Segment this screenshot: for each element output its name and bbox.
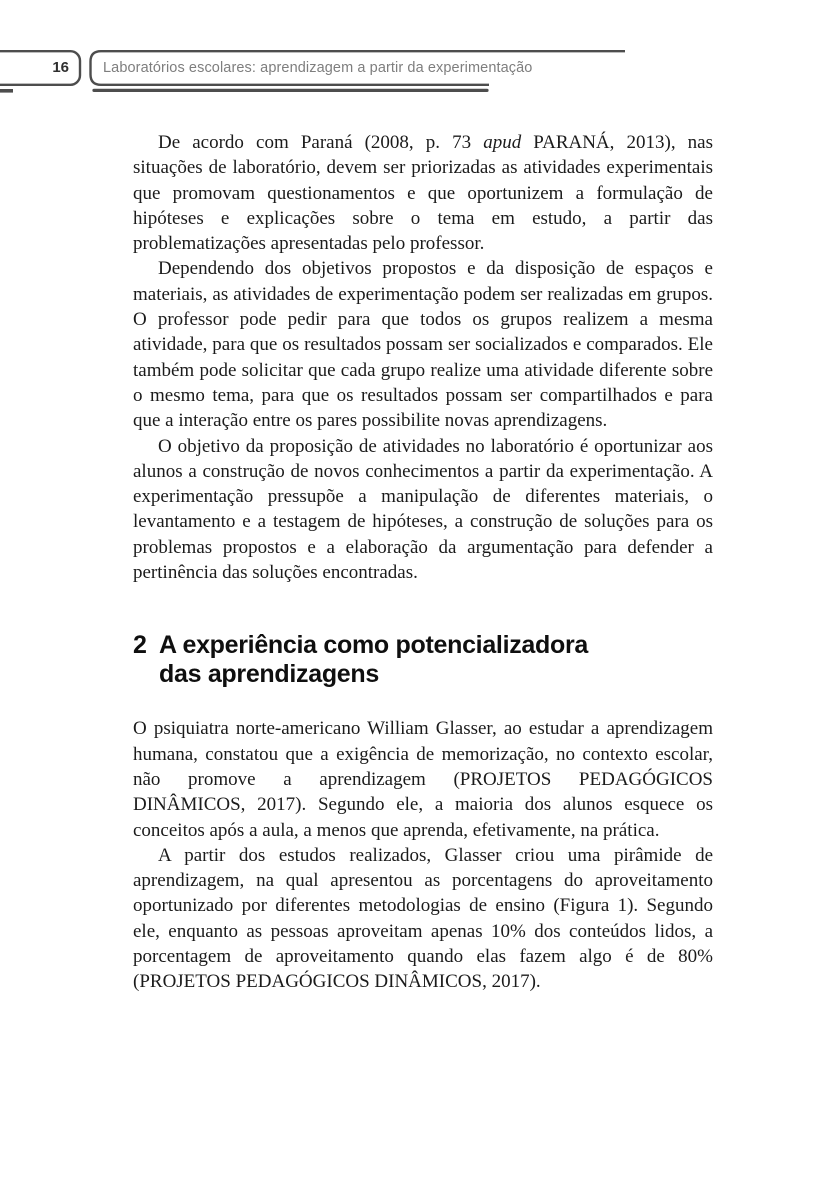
paragraph-group-activities: Dependendo dos objetivos propostos e da disposição de espaços e materiais, as atividades de experimentação podem ser realizadas em grupos. O professor pode pedir para que todos os grupos realizem a mesma atividade, para que os resultados possam ser socializados e comparados. Ele também pode solicitar que cada grupo realize uma atividade diferente sobre o mesmo tema, para que os resultados possam ser compartilhados e para que a interação entre os pares possibilite novas aprendizagens. xyxy=(133,258,713,432)
section-number: 2 xyxy=(133,631,147,660)
section-title-line-1: A experiência como potencializadora xyxy=(159,631,588,660)
paragraph-lab-objective: O objetivo da proposição de atividades no laboratório é oportunizar aos alunos a construção de novos conhecimentos a partir da experimentação. A experimentação pressupõe a manipulação de diferentes materiais, o levantamento e a testagem de hipóteses, a construção de soluções para os problemas propostos e a elaboração da argumentação para defender a pertinência das soluções encontradas. xyxy=(133,435,713,584)
header-ornament xyxy=(0,0,827,100)
page-number: 16 xyxy=(52,59,69,76)
apud-italic-term: apud xyxy=(483,132,522,153)
page-content xyxy=(133,130,713,995)
paragraph-glasser-intro: O psiquiatra norte-americano William Glasser, ao estudar a aprendizagem humana, constatou que a exigência de memorização, no contexto escolar, não promove a aprendizagem (PROJETOS PEDAGÓGICOS DINÂMICOS, 2017). Segundo ele, a maioria dos alunos esquece os conceitos após a aula, a menos que aprenda, efetivamente, na prática. xyxy=(133,718,713,841)
running-title: Laboratórios escolares: aprendizagem a partir da experimentação xyxy=(103,60,533,76)
paragraph-citation-text-start: De acordo com Paraná (2008, p. 73 xyxy=(158,132,484,153)
section-title xyxy=(159,631,713,689)
paragraph-citation-text-end: PARANÁ, 2013), nas situações de laboratório, devem ser priorizadas as atividades experimentais que promovam questionamentos e que oportunizem a formulação de hipóteses e explicações sobre o tema em estudo, a partir das problematizações apresentadas pelo professor. xyxy=(133,132,713,255)
paragraph-citation-parana xyxy=(133,130,713,256)
paragraph-learning-pyramid: A partir dos estudos realizados, Glasser criou uma pirâmide de aprendizagem, na qual apresentou as porcentagens do aproveitamento oportunizado por diferentes metodologias de ensino (Figura 1). Segundo ele, enquanto as pessoas aproveitam apenas 10% dos conteúdos lidos, a porcentagem de aproveitamento quando elas fazem algo é de 80% (PROJETOS PEDAGÓGICOS DINÂMICOS, 2017). xyxy=(133,844,713,993)
section-heading xyxy=(133,631,713,689)
section-title-line-2: das aprendizagens xyxy=(159,660,379,689)
